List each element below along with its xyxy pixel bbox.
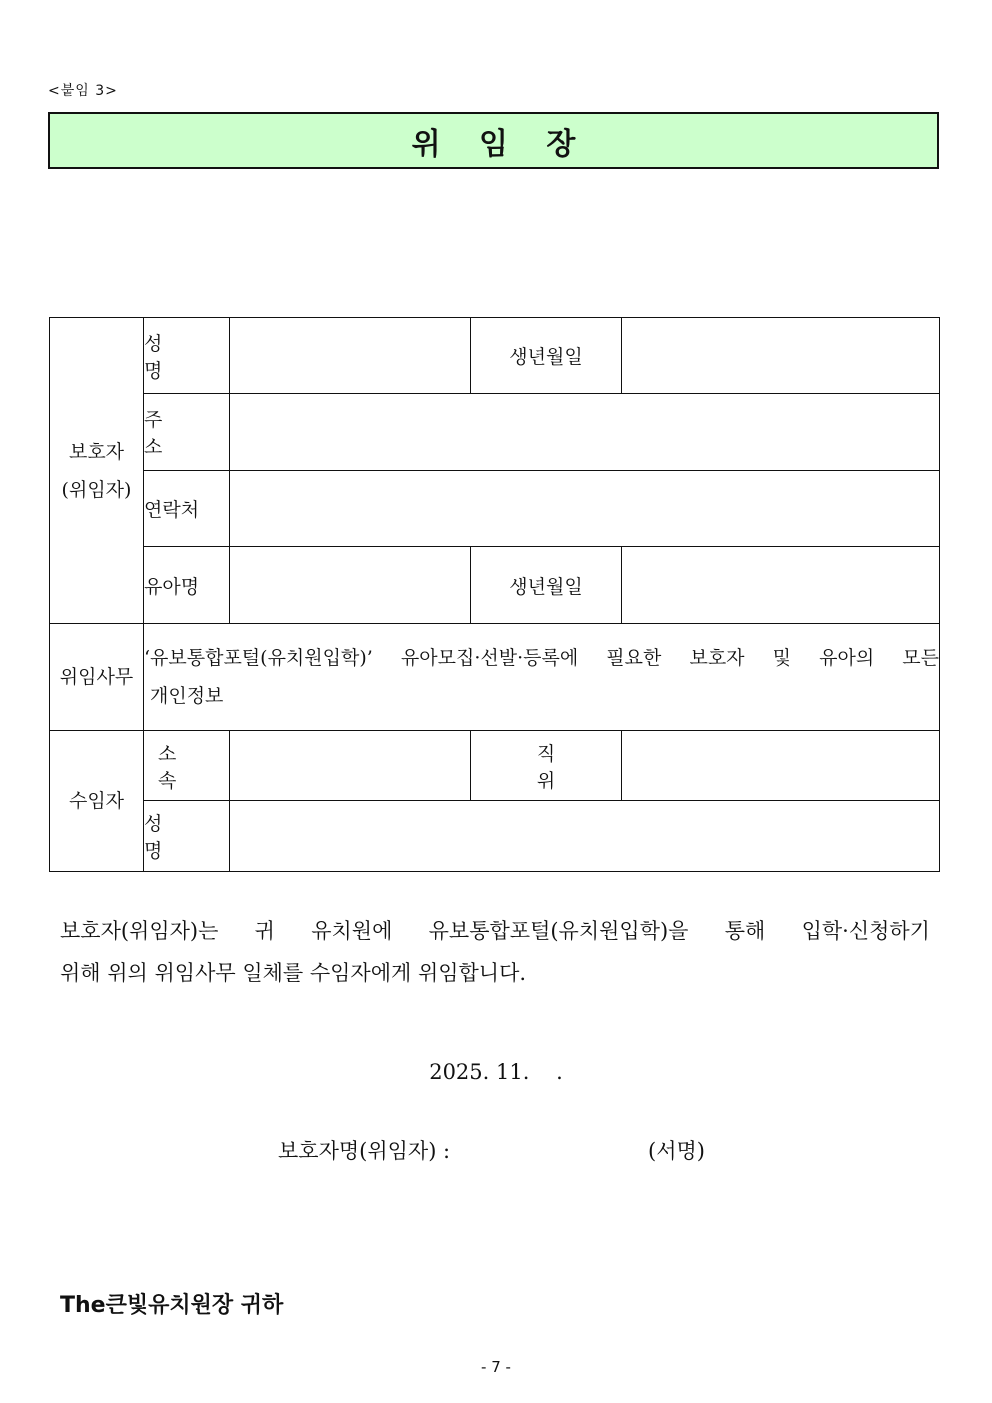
- delegate-affiliation-row: [50, 731, 940, 801]
- guardian-contact-label: 연락처: [144, 471, 230, 547]
- statement-word: 귀: [254, 919, 275, 943]
- duty-word: ‘유보통합포털(유치원입학)’: [144, 647, 373, 669]
- delegation-form-table: [49, 317, 940, 872]
- delegate-name-label: 성 명: [144, 801, 230, 872]
- child-birth-field[interactable]: [622, 547, 940, 624]
- statement-word: 보호자(위임자)는: [60, 919, 219, 943]
- title-box: [48, 112, 939, 169]
- delegate-affiliation-field[interactable]: [230, 731, 471, 801]
- guardian-section-label: [50, 318, 144, 624]
- child-row: [50, 547, 940, 624]
- duty-row: [50, 624, 940, 731]
- recipient-line: The큰빛유치원장 귀하: [60, 1293, 284, 1318]
- child-name-label: 유아명: [144, 547, 230, 624]
- statement-word: 유보통합포털(유치원입학)을: [428, 919, 689, 943]
- duty-word: 보호자: [689, 647, 745, 669]
- duty-word: 모든: [902, 647, 939, 669]
- delegate-section-label: 수임자: [50, 731, 144, 872]
- duty-word: 및: [772, 647, 791, 669]
- duty-word: 유아의: [819, 647, 875, 669]
- attachment-label: <붙임 3>: [48, 83, 118, 99]
- guardian-label-line2: (위임자): [61, 478, 132, 501]
- child-name-field[interactable]: [230, 547, 471, 624]
- signature-row: [278, 1135, 705, 1165]
- page-number: - 7 -: [481, 1358, 511, 1376]
- guardian-name-row: [50, 318, 940, 394]
- statement-line2: 위해 위의 위임사무 일체를 수임자에게 위임합니다.: [60, 961, 527, 985]
- guardian-name-label: 성 명: [144, 318, 230, 394]
- guardian-address-row: [50, 394, 940, 471]
- child-birth-label: 생년월일: [471, 547, 622, 624]
- guardian-contact-row: [50, 471, 940, 547]
- guardian-contact-field[interactable]: [230, 471, 940, 547]
- statement-word: 입학·신청하기: [801, 919, 930, 943]
- guardian-name-field[interactable]: [230, 318, 471, 394]
- statement-word: 통해: [724, 919, 766, 943]
- duty-text-line2: 개인정보: [150, 685, 224, 707]
- document-date: 2025. 11. .: [429, 1060, 563, 1084]
- delegation-statement: [60, 910, 930, 994]
- guardian-address-field[interactable]: [230, 394, 940, 471]
- duty-word: 필요한: [606, 647, 662, 669]
- duty-text: [144, 624, 940, 731]
- delegate-affiliation-label: 소 속: [144, 731, 230, 801]
- guardian-address-label: 주 소: [144, 394, 230, 471]
- signature-mark[interactable]: (서명): [648, 1139, 705, 1163]
- statement-word: 유치원에: [311, 919, 393, 943]
- duty-label: 위임사무: [50, 624, 144, 731]
- delegate-name-row: [50, 801, 940, 872]
- duty-word: 유아모집·선발·등록에: [400, 647, 579, 669]
- guardian-label-line1: 보호자: [68, 440, 125, 463]
- signature-label: 보호자명(위임자) :: [278, 1139, 451, 1163]
- document-title: 위 임 장: [411, 126, 590, 162]
- statement-line1: [60, 910, 930, 952]
- guardian-birth-field[interactable]: [622, 318, 940, 394]
- duty-text-line1: [144, 639, 939, 677]
- delegate-position-field[interactable]: [622, 731, 940, 801]
- delegate-position-label: 직 위: [471, 731, 622, 801]
- guardian-birth-label: 생년월일: [471, 318, 622, 394]
- delegate-name-field[interactable]: [230, 801, 940, 872]
